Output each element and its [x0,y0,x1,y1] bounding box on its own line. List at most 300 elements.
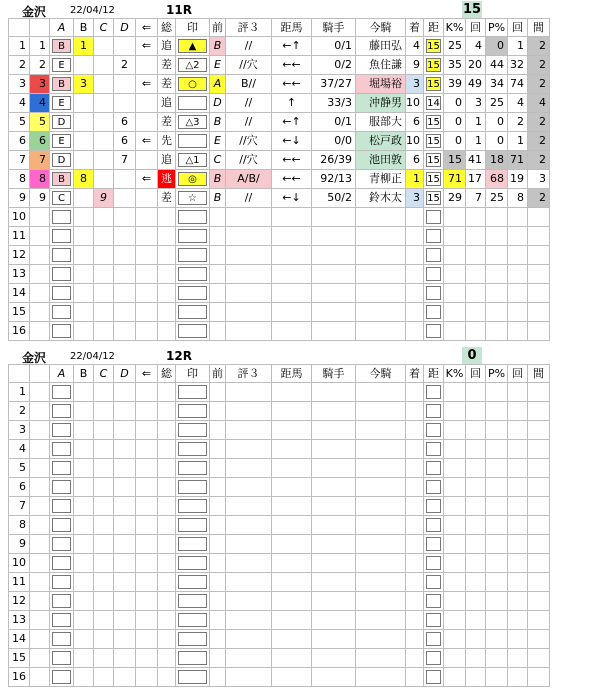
cell-imakishu[interactable] [356,592,406,611]
cell-w[interactable] [30,208,50,227]
cell-kyori[interactable] [424,75,444,94]
cell-mae[interactable] [210,383,226,402]
cell-kai[interactable]: 3 [466,94,486,113]
cell-w[interactable] [30,284,50,303]
cell-kai2[interactable]: 19 [508,170,528,189]
cell-A[interactable] [50,56,74,75]
cell-B[interactable]: 3 [74,75,94,94]
cell-kai2[interactable] [508,246,528,265]
cell-kai2[interactable] [508,516,528,535]
cell-chaku[interactable]: 3 [406,75,424,94]
cell-mae[interactable] [210,535,226,554]
cell-ma[interactable] [528,208,550,227]
cell-mae[interactable] [210,630,226,649]
cell-C[interactable] [94,535,114,554]
cell-kishu[interactable] [312,649,356,668]
cell-kai2[interactable] [508,630,528,649]
cell-mae[interactable] [210,497,226,516]
cell-A[interactable] [50,611,74,630]
cell-A[interactable] [50,208,74,227]
cell-D[interactable] [114,246,136,265]
cell-C[interactable] [94,630,114,649]
cell-w[interactable] [30,630,50,649]
cell-sou[interactable] [158,322,176,341]
cell-n[interactable]: 8 [9,170,30,189]
cell-mae[interactable]: E [210,56,226,75]
cell-w[interactable] [30,668,50,687]
cell-B[interactable]: 1 [74,37,94,56]
cell-ma[interactable]: 3 [528,170,550,189]
cell-B[interactable] [74,322,94,341]
cell-mae[interactable] [210,208,226,227]
cell-chaku[interactable]: 9 [406,56,424,75]
cell-ma[interactable]: 2 [528,132,550,151]
cell-hyo[interactable]: B// [226,75,272,94]
cell-sou[interactable] [158,592,176,611]
cell-mark[interactable] [176,421,210,440]
cell-sou[interactable] [158,265,176,284]
cell-sou[interactable] [158,535,176,554]
cell-kishu[interactable]: 50/2 [312,189,356,208]
cell-kishu[interactable] [312,668,356,687]
cell-B[interactable] [74,151,94,170]
cell-pp[interactable]: 0 [486,113,508,132]
cell-n[interactable]: 2 [9,402,30,421]
cell-D[interactable] [114,322,136,341]
cell-kp[interactable] [444,611,466,630]
cell-kyoriba[interactable]: ←↓ [272,132,312,151]
cell-A[interactable] [50,37,74,56]
cell-mark[interactable] [176,170,210,189]
cell-kyori[interactable] [424,573,444,592]
cell-A[interactable] [50,170,74,189]
cell-A[interactable] [50,189,74,208]
cell-pp[interactable]: 44 [486,56,508,75]
cell-chaku[interactable] [406,440,424,459]
cell-kai[interactable]: 17 [466,170,486,189]
cell-sou[interactable] [158,383,176,402]
cell-pp[interactable] [486,478,508,497]
cell-n[interactable]: 10 [9,554,30,573]
cell-kp[interactable] [444,649,466,668]
cell-sou[interactable] [158,303,176,322]
cell-D[interactable] [114,554,136,573]
cell-mark[interactable] [176,284,210,303]
cell-mark[interactable] [176,113,210,132]
cell-kai[interactable] [466,284,486,303]
cell-kai2[interactable]: 2 [508,113,528,132]
cell-kishu[interactable] [312,440,356,459]
cell-A[interactable] [50,459,74,478]
cell-kishu[interactable] [312,383,356,402]
cell-kyoriba[interactable] [272,459,312,478]
cell-mae[interactable]: B [210,189,226,208]
cell-kp[interactable] [444,478,466,497]
cell-mae[interactable] [210,573,226,592]
cell-C[interactable] [94,284,114,303]
cell-kp[interactable]: 25 [444,37,466,56]
cell-sou[interactable] [158,440,176,459]
cell-kishu[interactable] [312,535,356,554]
cell-kai2[interactable] [508,535,528,554]
cell-arrow[interactable] [136,497,158,516]
cell-C[interactable] [94,440,114,459]
cell-hyo[interactable]: //穴 [226,56,272,75]
cell-kyoriba[interactable] [272,265,312,284]
cell-n[interactable]: 3 [9,75,30,94]
cell-hyo[interactable]: // [226,37,272,56]
cell-sou[interactable]: 差 [158,75,176,94]
cell-n[interactable]: 1 [9,37,30,56]
cell-mark[interactable] [176,151,210,170]
cell-kyori[interactable] [424,246,444,265]
cell-ma[interactable] [528,383,550,402]
cell-sou[interactable]: 先 [158,132,176,151]
cell-kp[interactable] [444,284,466,303]
cell-w[interactable] [30,246,50,265]
cell-C[interactable] [94,132,114,151]
cell-C[interactable] [94,649,114,668]
cell-kai[interactable] [466,459,486,478]
cell-imakishu[interactable]: 鈴木太 [356,189,406,208]
cell-kai2[interactable] [508,459,528,478]
cell-C[interactable] [94,246,114,265]
cell-n[interactable]: 12 [9,246,30,265]
cell-mae[interactable]: A [210,75,226,94]
cell-mark[interactable] [176,227,210,246]
cell-pp[interactable] [486,573,508,592]
cell-chaku[interactable] [406,322,424,341]
cell-ma[interactable] [528,284,550,303]
cell-w[interactable] [30,478,50,497]
cell-imakishu[interactable] [356,440,406,459]
cell-kishu[interactable] [312,630,356,649]
cell-arrow[interactable] [136,383,158,402]
cell-kyori[interactable] [424,611,444,630]
cell-A[interactable] [50,322,74,341]
cell-ma[interactable] [528,668,550,687]
cell-pp[interactable] [486,284,508,303]
cell-ma[interactable]: 2 [528,37,550,56]
cell-kyori[interactable] [424,497,444,516]
cell-kishu[interactable] [312,322,356,341]
cell-chaku[interactable] [406,592,424,611]
cell-sou[interactable] [158,573,176,592]
cell-B[interactable] [74,265,94,284]
cell-pp[interactable] [486,630,508,649]
cell-sou[interactable] [158,402,176,421]
cell-chaku[interactable]: 1 [406,170,424,189]
cell-sou[interactable] [158,516,176,535]
cell-kai2[interactable]: 74 [508,75,528,94]
cell-arrow[interactable] [136,649,158,668]
cell-kishu[interactable] [312,516,356,535]
cell-C[interactable] [94,265,114,284]
cell-A[interactable] [50,132,74,151]
cell-chaku[interactable] [406,630,424,649]
cell-D[interactable] [114,75,136,94]
cell-n[interactable]: 4 [9,440,30,459]
cell-kai2[interactable] [508,440,528,459]
cell-imakishu[interactable] [356,284,406,303]
cell-kp[interactable] [444,322,466,341]
cell-mark[interactable] [176,611,210,630]
cell-ma[interactable] [528,592,550,611]
cell-kai[interactable]: 4 [466,37,486,56]
cell-ma[interactable] [528,497,550,516]
cell-kai2[interactable] [508,402,528,421]
cell-n[interactable]: 11 [9,573,30,592]
cell-kp[interactable] [444,303,466,322]
cell-chaku[interactable] [406,649,424,668]
cell-mark[interactable] [176,440,210,459]
cell-mark[interactable] [176,573,210,592]
cell-mark[interactable] [176,246,210,265]
cell-mark[interactable] [176,56,210,75]
cell-arrow[interactable] [136,459,158,478]
cell-sou[interactable] [158,227,176,246]
cell-kishu[interactable] [312,459,356,478]
cell-kp[interactable]: 29 [444,189,466,208]
cell-sou[interactable] [158,649,176,668]
cell-hyo[interactable] [226,516,272,535]
cell-sou[interactable] [158,630,176,649]
cell-pp[interactable]: 25 [486,94,508,113]
cell-imakishu[interactable] [356,383,406,402]
cell-D[interactable] [114,208,136,227]
cell-kishu[interactable] [312,227,356,246]
cell-kyoriba[interactable] [272,535,312,554]
cell-D[interactable] [114,459,136,478]
cell-kishu[interactable]: 0/1 [312,37,356,56]
cell-kishu[interactable]: 26/39 [312,151,356,170]
cell-mae[interactable] [210,246,226,265]
cell-kai[interactable] [466,592,486,611]
cell-sou[interactable] [158,497,176,516]
cell-kai2[interactable] [508,227,528,246]
cell-kyoriba[interactable] [272,573,312,592]
cell-hyo[interactable] [226,208,272,227]
cell-kai[interactable] [466,478,486,497]
cell-kai[interactable] [466,668,486,687]
cell-imakishu[interactable]: 魚住謙 [356,56,406,75]
cell-chaku[interactable]: 3 [406,189,424,208]
cell-mae[interactable] [210,668,226,687]
cell-kp[interactable] [444,592,466,611]
cell-kai[interactable] [466,630,486,649]
cell-kishu[interactable]: 0/0 [312,132,356,151]
cell-mark[interactable] [176,402,210,421]
cell-D[interactable] [114,440,136,459]
cell-chaku[interactable]: 10 [406,94,424,113]
cell-kyori[interactable] [424,56,444,75]
cell-kai[interactable] [466,554,486,573]
cell-kyoriba[interactable] [272,497,312,516]
cell-C[interactable] [94,94,114,113]
cell-kai[interactable] [466,421,486,440]
cell-w[interactable]: 2 [30,56,50,75]
cell-imakishu[interactable]: 青柳正 [356,170,406,189]
cell-w[interactable] [30,459,50,478]
cell-D[interactable] [114,265,136,284]
cell-kai[interactable]: 49 [466,75,486,94]
cell-w[interactable] [30,535,50,554]
cell-arrow[interactable] [136,56,158,75]
cell-sou[interactable] [158,284,176,303]
cell-imakishu[interactable]: 沖静男 [356,94,406,113]
cell-D[interactable] [114,516,136,535]
cell-kishu[interactable] [312,478,356,497]
cell-arrow[interactable]: ⇐ [136,37,158,56]
cell-kyoriba[interactable]: ←← [272,170,312,189]
cell-kai[interactable] [466,246,486,265]
cell-D[interactable] [114,535,136,554]
cell-n[interactable]: 15 [9,649,30,668]
cell-mae[interactable] [210,440,226,459]
cell-kishu[interactable] [312,208,356,227]
cell-B[interactable] [74,630,94,649]
cell-hyo[interactable] [226,402,272,421]
cell-C[interactable] [94,611,114,630]
cell-kishu[interactable] [312,611,356,630]
cell-kp[interactable] [444,554,466,573]
cell-kyoriba[interactable] [272,478,312,497]
cell-kyori[interactable] [424,189,444,208]
cell-w[interactable] [30,322,50,341]
cell-arrow[interactable] [136,113,158,132]
cell-A[interactable] [50,284,74,303]
cell-kp[interactable] [444,227,466,246]
cell-hyo[interactable] [226,246,272,265]
cell-chaku[interactable]: 10 [406,132,424,151]
cell-sou[interactable] [158,208,176,227]
cell-A[interactable] [50,478,74,497]
cell-kyoriba[interactable] [272,611,312,630]
cell-arrow[interactable]: ⇐ [136,132,158,151]
cell-arrow[interactable] [136,573,158,592]
cell-kai[interactable] [466,227,486,246]
cell-D[interactable] [114,189,136,208]
cell-ma[interactable] [528,246,550,265]
cell-kyori[interactable] [424,478,444,497]
cell-B[interactable] [74,611,94,630]
cell-kishu[interactable]: 0/2 [312,56,356,75]
cell-ma[interactable] [528,535,550,554]
cell-B[interactable] [74,554,94,573]
cell-w[interactable]: 7 [30,151,50,170]
cell-kyoriba[interactable] [272,554,312,573]
cell-imakishu[interactable]: 松戸政 [356,132,406,151]
cell-kyori[interactable] [424,554,444,573]
cell-chaku[interactable] [406,208,424,227]
cell-kyoriba[interactable]: ←↓ [272,189,312,208]
cell-mae[interactable]: B [210,170,226,189]
cell-kishu[interactable] [312,402,356,421]
cell-ma[interactable] [528,516,550,535]
cell-kyori[interactable] [424,440,444,459]
cell-hyo[interactable] [226,535,272,554]
cell-kyoriba[interactable]: ←↑ [272,37,312,56]
cell-arrow[interactable] [136,402,158,421]
cell-kai[interactable] [466,402,486,421]
cell-kyoriba[interactable] [272,322,312,341]
cell-kyoriba[interactable] [272,421,312,440]
cell-mae[interactable] [210,402,226,421]
cell-pp[interactable] [486,554,508,573]
cell-ma[interactable] [528,322,550,341]
cell-kai2[interactable] [508,649,528,668]
cell-hyo[interactable]: //穴 [226,151,272,170]
cell-A[interactable] [50,535,74,554]
cell-kai[interactable] [466,265,486,284]
cell-kai2[interactable] [508,421,528,440]
cell-pp[interactable]: 68 [486,170,508,189]
cell-kp[interactable]: 39 [444,75,466,94]
cell-A[interactable] [50,383,74,402]
cell-ma[interactable] [528,265,550,284]
cell-mark[interactable] [176,322,210,341]
cell-arrow[interactable] [136,516,158,535]
cell-kp[interactable] [444,440,466,459]
cell-D[interactable] [114,170,136,189]
cell-B[interactable] [74,592,94,611]
cell-hyo[interactable] [226,592,272,611]
cell-hyo[interactable] [226,227,272,246]
cell-w[interactable] [30,440,50,459]
cell-C[interactable] [94,554,114,573]
cell-w[interactable] [30,497,50,516]
cell-kishu[interactable] [312,303,356,322]
cell-kishu[interactable] [312,284,356,303]
cell-chaku[interactable] [406,573,424,592]
cell-imakishu[interactable] [356,478,406,497]
cell-A[interactable] [50,649,74,668]
cell-mark[interactable] [176,668,210,687]
cell-n[interactable]: 5 [9,113,30,132]
cell-D[interactable] [114,497,136,516]
cell-chaku[interactable] [406,227,424,246]
cell-n[interactable]: 7 [9,151,30,170]
cell-mark[interactable] [176,459,210,478]
cell-mae[interactable] [210,227,226,246]
cell-kai2[interactable] [508,554,528,573]
cell-mae[interactable] [210,459,226,478]
cell-mark[interactable] [176,497,210,516]
cell-sou[interactable] [158,246,176,265]
cell-kp[interactable]: 15 [444,151,466,170]
cell-B[interactable] [74,668,94,687]
cell-arrow[interactable] [136,94,158,113]
cell-w[interactable] [30,265,50,284]
cell-chaku[interactable] [406,516,424,535]
cell-A[interactable] [50,668,74,687]
cell-kyoriba[interactable] [272,440,312,459]
cell-chaku[interactable] [406,402,424,421]
cell-kyoriba[interactable] [272,402,312,421]
cell-pp[interactable] [486,459,508,478]
cell-A[interactable] [50,151,74,170]
cell-w[interactable]: 9 [30,189,50,208]
cell-mae[interactable]: C [210,151,226,170]
cell-D[interactable] [114,630,136,649]
cell-mark[interactable] [176,554,210,573]
cell-imakishu[interactable] [356,303,406,322]
cell-mark[interactable] [176,516,210,535]
cell-mark[interactable] [176,592,210,611]
cell-kp[interactable] [444,535,466,554]
cell-ma[interactable]: 2 [528,151,550,170]
cell-D[interactable] [114,383,136,402]
